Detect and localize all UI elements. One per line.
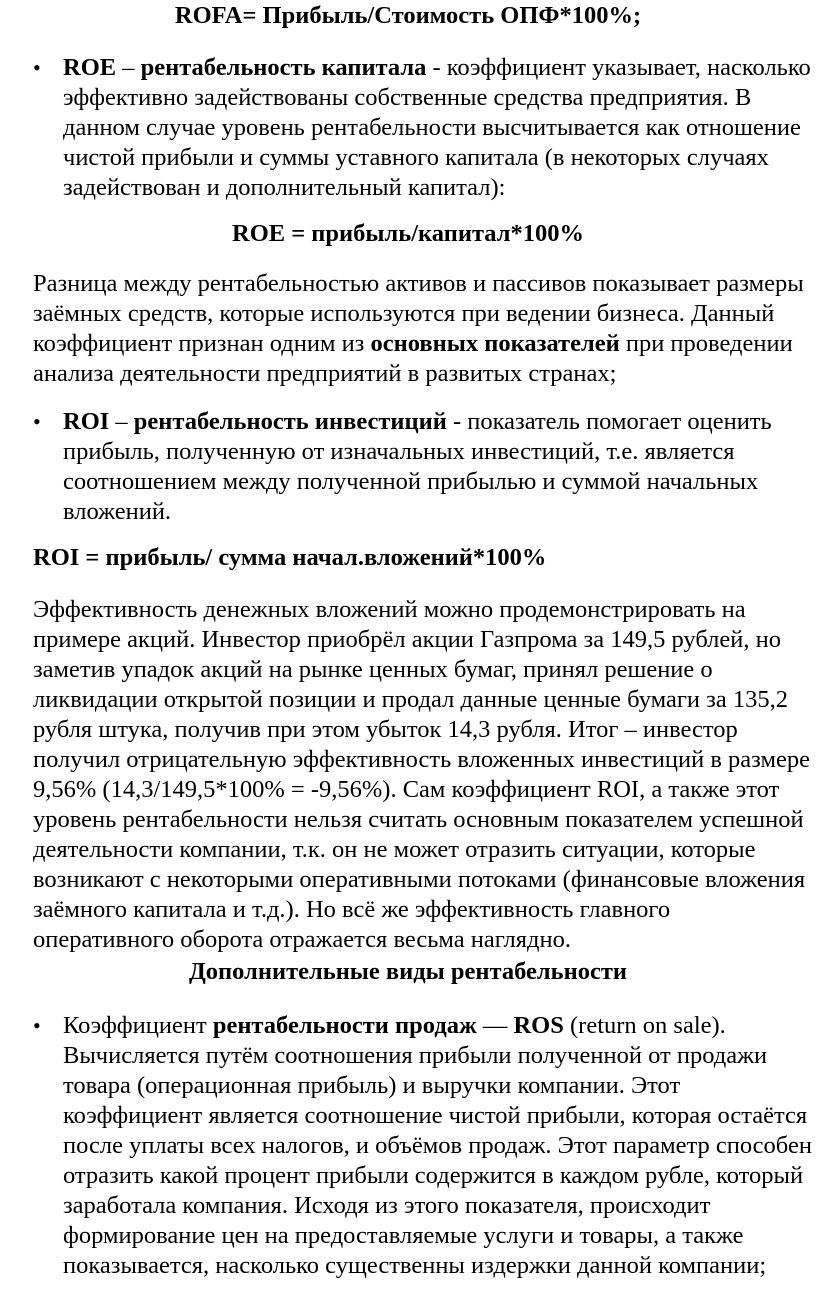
roi-definition: ROI – рентабельность инвестиций - показатель помогает оценить прибыль, полученную от изначальных инвестиций, т.е. является соотношением между полученной прибылью и суммой начальных вложений. — [63, 408, 772, 525]
roe-formula: ROE = прибыль/капитал*100% — [232, 220, 584, 247]
rofa-formula: ROFA= Прибыль/Стоимость ОПФ*100%; — [174, 2, 642, 29]
example-paragraph: Эффективность денежных вложений можно продемонстрировать на примере акций. Инвестор приобрёл акции Газпрома за 149,5 рублей, но заметив упадок акций на рынке ценных бумаг, принял решение о ликвидации открытой позиции и продал данные ценные бумаги за 135,2 рубля штука, получив при этом убыток 14,3 рубля. Итог – инвестор получил отрицательную эффективность вложенных инвестиций в размере 9,56% (14,3/149,5*100% = -9,56%). Сам коэффициент ROI, а также этот уровень рентабельности нельзя считать основным показателем успешной деятельности компании, т.к. он не может отразить ситуации, которые возникают с некоторыми оперативными потоками (финансовые вложения заёмного капитала и т.д.). Но всё же эффективность главного оперативного оборота отражается весьма наглядно. — [33, 596, 810, 953]
roe-definition: ROE – рентабельность капитала - коэффициент указывает, насколько эффективно задействованы собственные средства предприятия. В данном случае уровень рентабельности высчитывается как отношение чистой прибыли и суммы уставного капитала (в некоторых случаях задействован и дополнительный капитал): — [63, 54, 811, 201]
roe-description: - коэффициент указывает, насколько эффективно задействованы собственные средства предприятия. В данном случае уровень рентабельности высчитывается как отношение чистой прибыли и суммы уставного капитала (в некоторых случаях задействован и дополнительный капитал): — [63, 54, 811, 201]
roi-description: - показатель помогает оценить прибыль, полученную от изначальных инвестиций, т.е. является соотношением между полученной прибылью и суммой начальных вложений. — [63, 408, 772, 525]
bullet-icon: • — [33, 55, 41, 80]
ros-description: (return on sale). Вычисляется путём соотношения прибыли полученной от продажи товара (операционная прибыль) и выручки компании. Этот коэффициент является соотношение чистой прибыли, которая остаётся после уплаты всех налогов, и объёмов продаж. Этот параметр способен отразить какой процент прибыли содержится в каждом рубле, который заработала компания. Исходя из этого показателя, происходит формирование цен на предоставляемые услуги и товары, а также показывается, насколько существенны издержки данной компании; — [63, 1012, 812, 1279]
ros-term: ROS — [513, 1012, 564, 1039]
ros-definition: Коэффициент рентабельности продаж — ROS (return on sale). Вычисляется путём соотношения прибыли полученной от продажи товара (операционная прибыль) и выручки компании. Этот коэффициент является соотношение чистой прибыли, которая остаётся после уплаты всех налогов, и объёмов продаж. Этот параметр способен отразить какой процент прибыли содержится в каждом рубле, который заработала компания. Исходя из этого показателя, происходит формирование цен на предоставляемые услуги и товары, а также показывается, насколько существенны издержки данной компании; — [63, 1012, 812, 1279]
roe-term: ROE — [63, 54, 117, 81]
bullet-icon: • — [33, 409, 41, 434]
roi-term: ROI — [63, 408, 110, 435]
section-heading: Дополнительные виды рентабельности — [188, 958, 628, 985]
difference-paragraph: Разница между рентабельностью активов и пассивов показывает размеры заёмных средств, которые используются при ведении бизнеса. Данный коэффициент признан одним из основных показателей при проведении анализа деятельности предприятий в развитых странах; — [33, 270, 804, 387]
roe-name: рентабельность капитала — [140, 54, 427, 81]
ros-name: рентабельности продаж — [212, 1012, 477, 1039]
roi-formula: ROI = прибыль/ сумма начал.вложений*100% — [33, 544, 547, 571]
key-indicators-phrase: основных показателей — [370, 330, 620, 357]
bullet-icon: • — [33, 1013, 41, 1038]
roi-name: рентабельность инвестиций — [133, 408, 447, 435]
